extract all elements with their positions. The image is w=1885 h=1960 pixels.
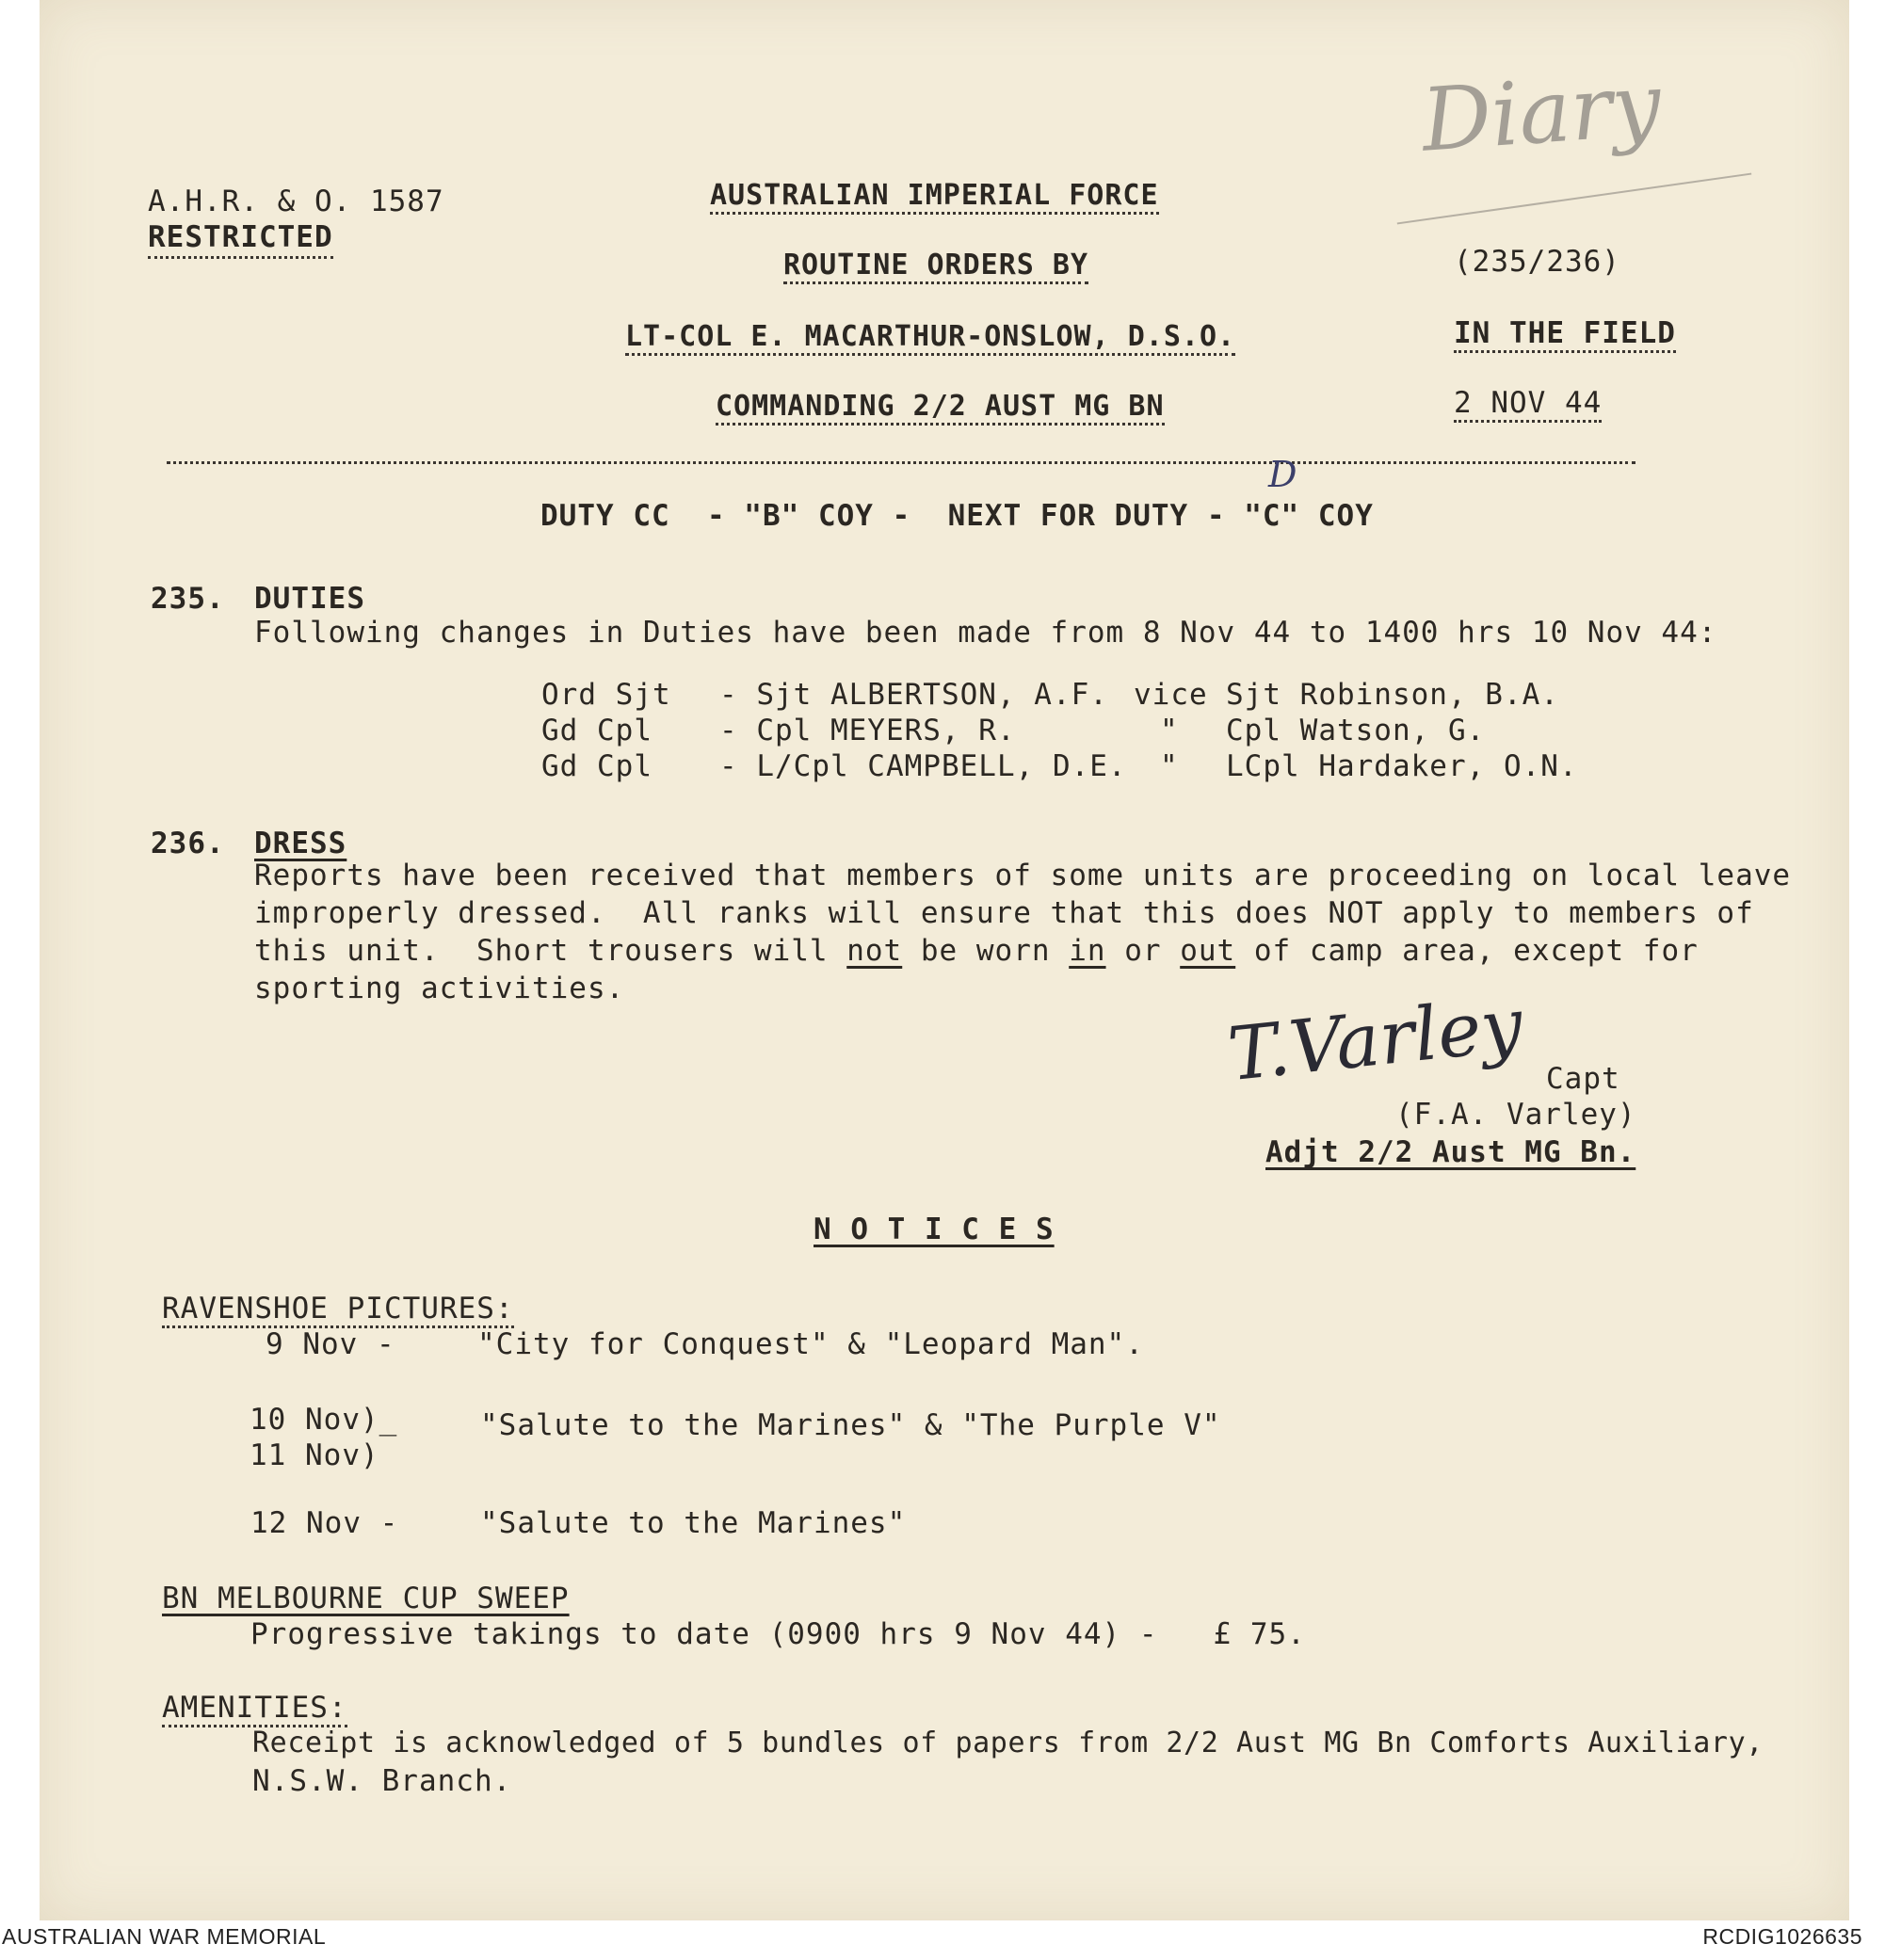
duty-correction: D	[1268, 454, 1297, 495]
duty-row-role: Gd Cpl	[541, 749, 652, 783]
diary-note: Diary	[1418, 54, 1665, 171]
duty-line: DUTY CC - "B" COY - NEXT FOR DUTY - "C" COY	[540, 499, 1374, 533]
order-235-number: 235.	[151, 582, 225, 616]
amenities-line-1: Receipt is acknowledged of 5 bundles of papers from 2/2 Aust MG Bn Comforts Auxiliary,	[252, 1727, 1764, 1759]
notices-title: N O T I C E S	[814, 1213, 1055, 1246]
signature-appointment: Adjt 2/2 Aust MG Bn.	[1265, 1135, 1636, 1169]
order-236-line-4: sporting activities.	[254, 972, 625, 1005]
duty-row-vice: vice	[1134, 678, 1208, 712]
sweep-text: Progressive takings to date (0900 hrs 9 Nov 44) - £ 75.	[250, 1617, 1306, 1651]
order-236-line-2: improperly dressed. All ranks will ensure that this does NOT apply to members of	[254, 896, 1754, 930]
line-3-part-a: this unit. Short trousers will	[254, 934, 847, 968]
restricted-marking: RESTRICTED	[148, 220, 333, 259]
order-235-heading: DUTIES	[254, 582, 365, 616]
location: IN THE FIELD	[1454, 316, 1676, 353]
line-3-part-d: of camp area, except for	[1235, 934, 1699, 968]
sweep-heading: BN MELBOURNE CUP SWEEP	[162, 1582, 570, 1615]
footer-identifier: RCDIG1026635	[1702, 1924, 1862, 1949]
order-date: 2 NOV 44	[1454, 386, 1602, 423]
title-unit: COMMANDING 2/2 AUST MG BN	[716, 390, 1165, 426]
title-routine-orders: ROUTINE ORDERS BY	[783, 249, 1088, 284]
document-sheet	[40, 0, 1849, 1920]
order-236-line-3	[254, 932, 1699, 970]
duty-row-old: Cpl Watson, G.	[1226, 714, 1486, 747]
signature-name: (F.A. Varley)	[1395, 1098, 1636, 1132]
order-235-intro: Following changes in Duties have been made from 8 Nov 44 to 1400 hrs 10 Nov 44:	[254, 616, 1717, 650]
order-236-line-1: Reports have been received that members of some units are proceeding on local leave	[254, 859, 1792, 892]
duty-row-new: - L/Cpl CAMPBELL, D.E.	[719, 749, 1127, 783]
duty-row-vice: "	[1160, 749, 1179, 783]
reference-line: A.H.R. & O. 1587	[148, 185, 444, 218]
amenities-line-2: N.S.W. Branch.	[252, 1764, 512, 1798]
line-3-part-c: or	[1105, 934, 1181, 968]
picture-date: 10 Nov)_	[250, 1403, 398, 1437]
picture-date-second: 11 Nov)	[250, 1438, 379, 1472]
amenities-heading: AMENITIES:	[162, 1691, 347, 1727]
picture-films: "City for Conquest" & "Leopard Man".	[477, 1327, 1144, 1361]
separator-line	[167, 461, 1635, 464]
emphasis-out: out	[1180, 934, 1236, 968]
duty-row-old: Sjt Robinson, B.A.	[1226, 678, 1559, 712]
picture-films: "Salute to the Marines"	[480, 1506, 907, 1540]
footer-credit: AUSTRALIAN WAR MEMORIAL	[2, 1924, 327, 1949]
duty-row-role: Ord Sjt	[541, 678, 671, 712]
signature-scrawl: T.Varley	[1224, 982, 1527, 1099]
order-236-heading: DRESS	[254, 827, 347, 860]
picture-date: 12 Nov -	[250, 1506, 399, 1540]
duty-row-old: LCpl Hardaker, O.N.	[1226, 749, 1578, 783]
title-force: AUSTRALIAN IMPERIAL FORCE	[710, 179, 1159, 215]
duty-row-role: Gd Cpl	[541, 714, 652, 747]
diary-underline	[1397, 173, 1752, 225]
duty-row-vice: "	[1160, 714, 1179, 747]
order-236-number: 236.	[151, 827, 225, 860]
order-numbers: (235/236)	[1454, 245, 1620, 279]
picture-films: "Salute to the Marines" & "The Purple V"	[480, 1408, 1221, 1442]
signature-rank: Capt	[1546, 1062, 1620, 1096]
picture-date: 9 Nov -	[266, 1327, 395, 1361]
emphasis-not: not	[846, 934, 903, 968]
emphasis-in: in	[1069, 934, 1106, 968]
duty-row-new: - Cpl MEYERS, R.	[719, 714, 1016, 747]
line-3-part-b: be worn	[902, 934, 1070, 968]
duty-row-new: - Sjt ALBERTSON, A.F.	[719, 678, 1108, 712]
pictures-heading: RAVENSHOE PICTURES:	[162, 1292, 514, 1328]
title-commander: LT-COL E. MACARTHUR-ONSLOW, D.S.O.	[625, 320, 1235, 356]
